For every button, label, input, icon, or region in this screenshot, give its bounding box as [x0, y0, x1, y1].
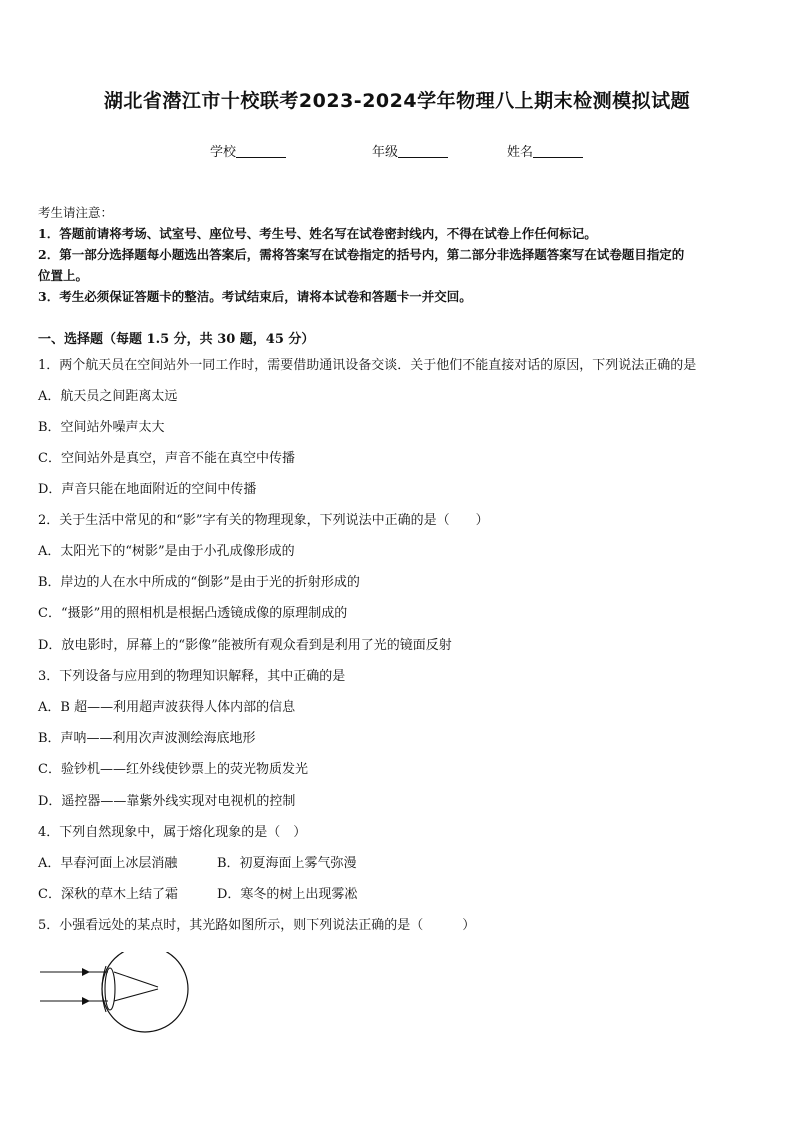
question-1-option-b[interactable]: B．空间站外噪声太大 [38, 420, 165, 435]
page-title: 湖北省潜江市十校联考2023-2024学年物理八上期末检测模拟试题 [103, 90, 691, 112]
lens-ellipse [105, 968, 115, 1010]
school-blank[interactable] [236, 145, 286, 158]
notice-item: 位置上。 [38, 268, 89, 283]
question-4-option-c[interactable]: C．深秋的草木上结了霜 [38, 887, 178, 902]
question-4-stem: 4．下列自然现象中，属于熔化现象的是（ ） [38, 825, 307, 840]
question-3-stem: 3．下列设备与应用到的物理知识解释，其中正确的是 [38, 669, 346, 684]
question-1-option-c[interactable]: C．空间站外是真空，声音不能在真空中传播 [38, 451, 295, 466]
question-4-option-a[interactable]: A．早春河面上冰层消融 [38, 856, 178, 871]
question-3-option-a[interactable]: A．B 超——利用超声波获得人体内部的信息 [38, 700, 296, 715]
refracted-ray-top [114, 972, 158, 987]
question-4-option-d[interactable]: D．寒冬的树上出现雾凇 [217, 887, 358, 902]
name-blank[interactable] [533, 145, 583, 158]
question-2-option-a[interactable]: A．太阳光下的“树影”是由于小孔成像形成的 [38, 544, 295, 559]
question-2-option-b[interactable]: B．岸边的人在水中所成的“倒影”是由于光的折射形成的 [38, 575, 360, 590]
notice-item: 2．第一部分选择题每小题选出答案后，需将答案写在试卷指定的括号内，第二部分非选择题答案写在试卷题目指定的 [38, 247, 685, 262]
question-2-option-d[interactable]: D．放电影时，屏幕上的“影像”能被所有观众看到是利用了光的镜面反射 [38, 638, 452, 653]
grade-label: 年级 [372, 145, 399, 160]
question-3-option-b[interactable]: B．声呐——利用次声波测绘海底地形 [38, 731, 256, 746]
grade-blank[interactable] [398, 145, 448, 158]
question-1-stem: 1．两个航天员在空间站外一同工作时，需要借助通讯设备交谈．关于他们不能直接对话的原因，下列说法正确的是 [38, 358, 697, 373]
question-2-stem: 2．关于生活中常见的和“影”字有关的物理现象，下列说法中正确的是（ ） [38, 513, 489, 528]
notice-heading: 考生请注意： [38, 205, 114, 220]
exam-notice [38, 202, 760, 307]
question-5-stem: 5．小强看远处的某点时，其光路如图所示，则下列说法正确的是（ ） [38, 918, 476, 933]
question-1-option-a[interactable]: A．航天员之间距离太远 [38, 389, 178, 404]
school-field [210, 141, 286, 160]
question-3-option-c[interactable]: C．验钞机——红外线使钞票上的荧光物质发光 [38, 762, 308, 777]
eye-ray-diagram [36, 952, 236, 1034]
refracted-ray-bottom [114, 989, 158, 1001]
name-field [507, 141, 583, 160]
question-1-option-d[interactable]: D．声音只能在地面附近的空间中传播 [38, 482, 257, 497]
question-4-option-b[interactable]: B．初夏海面上雾气弥漫 [217, 856, 357, 871]
name-label: 姓名 [507, 145, 534, 160]
section-title: 一、选择题（每题 1.5 分，共 30 题，45 分） [38, 332, 315, 347]
question-2-option-c[interactable]: C．“摄影”用的照相机是根据凸透镜成像的原理制成的 [38, 606, 348, 621]
grade-field [372, 141, 448, 160]
school-label: 学校 [210, 145, 237, 160]
notice-item: 3．考生必须保证答题卡的整洁。考试结束后，请将本试卷和答题卡一并交回。 [38, 289, 472, 304]
question-3-option-d[interactable]: D．遥控器——靠紫外线实现对电视机的控制 [38, 794, 296, 809]
notice-item: 1．答题前请将考场、试室号、座位号、考生号、姓名写在试卷密封线内，不得在试卷上作任何标记。 [38, 226, 597, 241]
